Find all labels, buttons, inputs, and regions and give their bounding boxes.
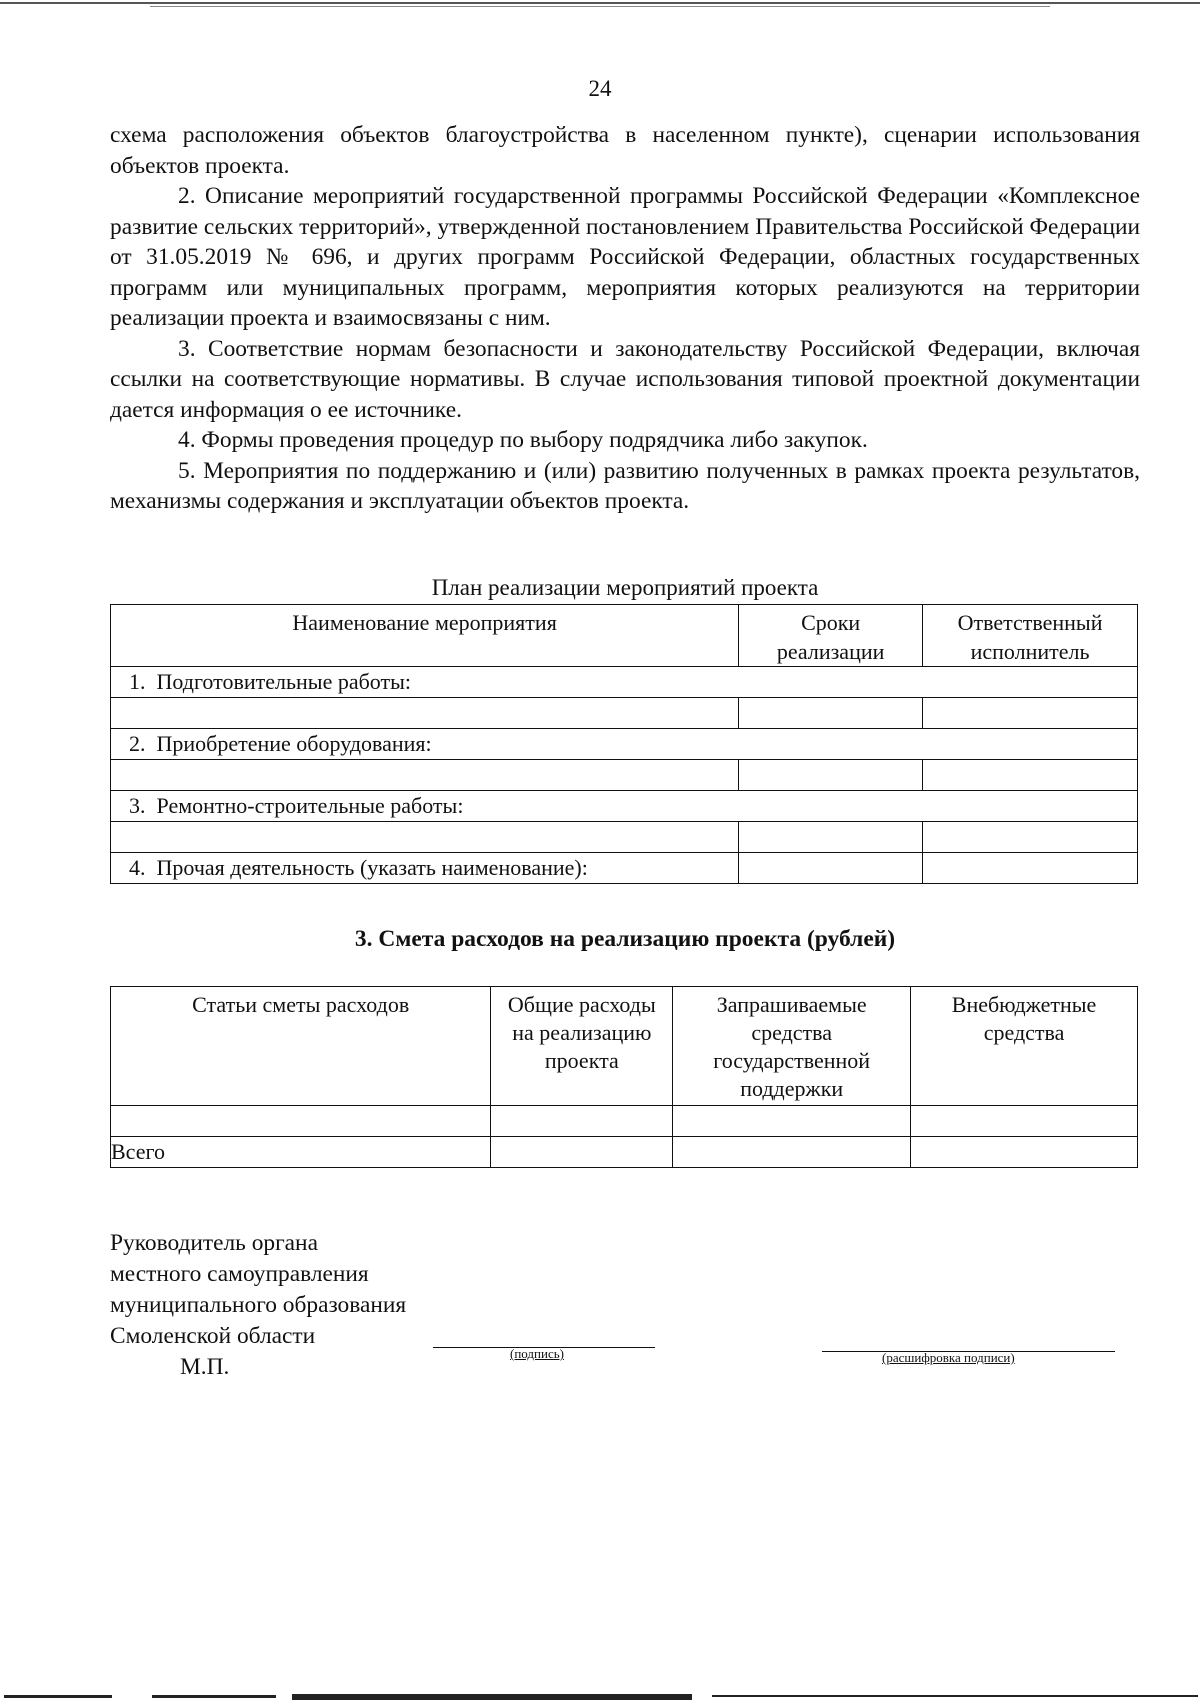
empty-cell[interactable] bbox=[111, 760, 739, 791]
empty-cell[interactable] bbox=[923, 760, 1138, 791]
plan-empty-row bbox=[111, 760, 1138, 791]
plan-empty-row bbox=[111, 698, 1138, 729]
empty-cell[interactable] bbox=[673, 1106, 911, 1137]
smeta-table bbox=[110, 986, 1138, 1168]
section-label: 1. Подготовительные работы: bbox=[111, 667, 1138, 698]
header-terms: Сроки реализации bbox=[739, 605, 923, 667]
empty-cell[interactable] bbox=[911, 1106, 1138, 1137]
empty-cell[interactable] bbox=[111, 698, 739, 729]
empty-cell[interactable] bbox=[491, 1106, 673, 1137]
empty-cell[interactable] bbox=[739, 853, 923, 884]
header-requested-support: Запрашиваемые средства государственной поддержки bbox=[673, 987, 911, 1106]
header-activity-name: Наименование мероприятия bbox=[111, 605, 739, 667]
header-responsible: Ответственный исполнитель bbox=[923, 605, 1138, 667]
paragraph-2: 2. Описание мероприятий государственной программы Российской Федерации «Комплексное развитие сельских территорий», утвержденной постановлением Правительства Российской Федерации от 31.05.2019 № 696, и других программ Российской Федерации, областных государственных программ или муниципальных программ, мероприятия которых реализуются на территории реализации проекта и взаимосвязаны с ним. bbox=[110, 183, 1140, 331]
smeta-total-row bbox=[111, 1137, 1138, 1168]
smeta-empty-row bbox=[111, 1106, 1138, 1137]
plan-header-row bbox=[111, 605, 1138, 667]
header-total-costs: Общие расходы на реализацию проекта bbox=[491, 987, 673, 1106]
scan-artifact-top bbox=[0, 2, 1200, 4]
header-expense-items: Статьи сметы расходов bbox=[111, 987, 491, 1106]
paragraph-continuation: схема расположения объектов благоустройства в населенном пункте), сценарии использования объектов проекта. bbox=[110, 122, 1140, 179]
empty-cell[interactable] bbox=[923, 822, 1138, 853]
section-label: 2. Приобретение оборудования: bbox=[111, 729, 1138, 760]
scan-artifact-top-thin bbox=[150, 6, 1050, 7]
signature-block bbox=[110, 1228, 406, 1383]
page-number: 24 bbox=[588, 76, 612, 101]
scan-artifact-bottom bbox=[4, 1695, 112, 1698]
paragraph-5: 5. Мероприятия по поддержанию и (или) развитию полученных в рамках проекта результатов, механизмы содержания и эксплуатации объектов проекта. bbox=[110, 457, 1140, 514]
empty-cell[interactable] bbox=[911, 1137, 1138, 1168]
section-label: 3. Ремонтно-строительные работы: bbox=[111, 791, 1138, 822]
plan-section-row bbox=[111, 729, 1138, 760]
smeta-header-row bbox=[111, 987, 1138, 1106]
paragraph-3: 3. Соответствие нормам безопасности и законодательству Российской Федерации, включая ссылки на соответствующие нормативы. В случае использования типовой проектной документации дается информация о ее источнике. bbox=[110, 335, 1140, 423]
total-label: Всего bbox=[111, 1137, 491, 1168]
signature-caption: (подпись) bbox=[510, 1346, 564, 1361]
paragraph-4: 4. Формы проведения процедур по выбору подрядчика либо закупок. bbox=[178, 427, 868, 453]
signer-title-line: Смоленской области bbox=[110, 1323, 316, 1349]
empty-cell[interactable] bbox=[923, 853, 1138, 884]
plan-caption: План реализации мероприятий проекта bbox=[431, 575, 819, 600]
scan-artifact-bottom bbox=[712, 1695, 1198, 1697]
section-label: 4. Прочая деятельность (указать наименование): bbox=[111, 853, 739, 884]
empty-cell[interactable] bbox=[923, 698, 1138, 729]
empty-cell[interactable] bbox=[111, 1106, 491, 1137]
scan-artifact-bottom bbox=[152, 1695, 276, 1698]
scan-artifact-bottom bbox=[292, 1694, 692, 1700]
plan-section-row bbox=[111, 853, 1138, 884]
signer-title-line: местного самоуправления bbox=[110, 1261, 369, 1287]
empty-cell[interactable] bbox=[739, 822, 923, 853]
plan-section-row bbox=[111, 791, 1138, 822]
signer-title-line: Руководитель органа bbox=[110, 1230, 318, 1256]
header-extrabudgetary: Внебюджетные средства bbox=[911, 987, 1138, 1106]
empty-cell[interactable] bbox=[111, 822, 739, 853]
signer-title-line: муниципального образования bbox=[110, 1292, 407, 1318]
decryption-caption: (расшифровка подписи) bbox=[882, 1350, 1015, 1365]
empty-cell[interactable] bbox=[739, 698, 923, 729]
body-text bbox=[110, 120, 1140, 517]
plan-empty-row bbox=[111, 822, 1138, 853]
empty-cell[interactable] bbox=[673, 1137, 911, 1168]
empty-cell[interactable] bbox=[739, 760, 923, 791]
plan-section-row bbox=[111, 667, 1138, 698]
smeta-title: 3. Смета расходов на реализацию проекта (рублей) bbox=[354, 926, 896, 952]
empty-cell[interactable] bbox=[491, 1137, 673, 1168]
plan-table bbox=[110, 604, 1138, 884]
stamp-label: М.П. bbox=[180, 1354, 230, 1380]
